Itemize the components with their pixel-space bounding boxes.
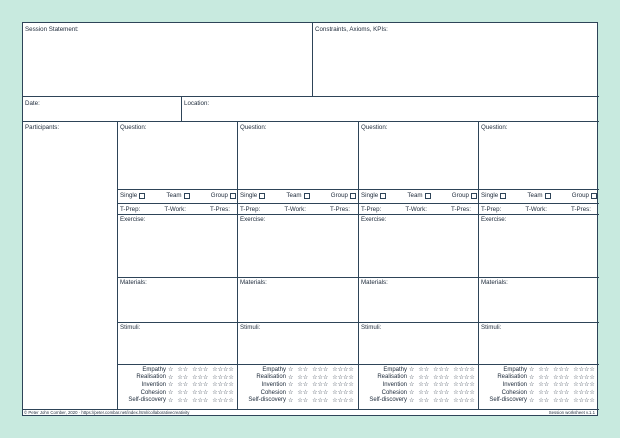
exercise-label: Exercise: <box>361 216 387 223</box>
star-rating-options <box>529 366 595 373</box>
star-icon-option[interactable]: ☆☆☆ <box>433 373 450 381</box>
t-prep-label: T-Prep: <box>481 206 502 213</box>
star-icon-option[interactable]: ☆ <box>168 373 174 381</box>
star-rating-options <box>529 374 595 381</box>
rating-row <box>479 374 599 382</box>
exercise-label: Exercise: <box>240 216 266 223</box>
rating-criterion-label: Invention <box>141 381 166 388</box>
star-icon-option[interactable]: ☆☆ <box>538 366 550 374</box>
star-icon-option[interactable]: ☆ <box>168 381 174 389</box>
star-icon-option[interactable]: ☆☆ <box>418 373 430 381</box>
group-label: Group <box>451 192 469 199</box>
star-icon-option[interactable]: ☆☆☆ <box>192 381 209 389</box>
star-icon-option[interactable]: ☆☆☆ <box>192 396 209 404</box>
star-icon-option[interactable]: ☆☆☆ <box>553 366 570 374</box>
star-icon-option[interactable]: ☆ <box>409 396 415 404</box>
star-icon-option[interactable]: ☆☆☆☆ <box>212 381 234 389</box>
single-label: Single <box>361 192 379 199</box>
materials-label: Materials: <box>120 279 147 286</box>
group-checkbox[interactable] <box>471 193 477 199</box>
team-checkbox[interactable] <box>425 193 431 199</box>
divider <box>23 96 599 97</box>
star-rating-options <box>168 366 234 373</box>
question-label: Question: <box>120 124 147 131</box>
timing-row <box>240 206 350 213</box>
participants-label: Participants: <box>25 124 60 131</box>
rating-criterion-label: Realisation <box>256 374 286 381</box>
rating-criterion-label: Cohesion <box>381 389 407 396</box>
rating-row <box>238 389 358 397</box>
star-icon-option[interactable]: ☆☆☆☆ <box>212 366 234 374</box>
rating-criterion-label: Realisation <box>497 374 527 381</box>
star-icon-option[interactable]: ☆☆☆☆ <box>453 366 475 374</box>
star-icon-option[interactable]: ☆ <box>288 373 294 381</box>
ratings-block <box>359 366 479 404</box>
activity-column-4 <box>479 121 599 409</box>
star-icon-option[interactable]: ☆☆ <box>297 389 309 397</box>
star-icon-option[interactable]: ☆ <box>409 389 415 397</box>
t-work-label: T-Work: <box>284 206 306 213</box>
t-prep-label: T-Prep: <box>120 206 141 213</box>
divider <box>181 96 182 121</box>
rating-criterion-label: Invention <box>261 381 286 388</box>
t-work-label: T-Work: <box>405 206 427 213</box>
t-pres-label: T-Pres: <box>330 206 350 213</box>
stimuli-label: Stimuli: <box>361 324 382 331</box>
rating-row <box>118 374 238 382</box>
star-icon-option[interactable]: ☆☆ <box>177 373 189 381</box>
star-icon-option[interactable]: ☆☆☆☆ <box>453 396 475 404</box>
question-label: Question: <box>361 124 388 131</box>
rating-row <box>479 381 599 389</box>
star-rating-options <box>409 374 475 381</box>
exercise-label: Exercise: <box>120 216 146 223</box>
star-rating-options <box>288 397 354 404</box>
star-icon-option[interactable]: ☆☆☆☆ <box>332 373 354 381</box>
star-icon-option[interactable]: ☆☆☆ <box>312 366 329 374</box>
materials-label: Materials: <box>240 279 267 286</box>
star-rating-options <box>529 389 595 396</box>
team-label: Team <box>527 192 543 199</box>
team-checkbox[interactable] <box>304 193 310 199</box>
stimuli-label: Stimuli: <box>481 324 502 331</box>
rating-criterion-label: Empathy <box>383 366 407 373</box>
rating-row <box>359 366 479 374</box>
star-icon-option[interactable]: ☆☆ <box>297 373 309 381</box>
star-icon-option[interactable]: ☆ <box>168 389 174 397</box>
group-checkbox[interactable] <box>350 193 356 199</box>
star-icon-option[interactable]: ☆☆ <box>538 389 550 397</box>
team-label: Team <box>286 192 302 199</box>
star-rating-options <box>409 389 475 396</box>
rating-criterion-label: Invention <box>382 381 407 388</box>
star-icon-option[interactable]: ☆☆☆ <box>192 389 209 397</box>
star-icon-option[interactable]: ☆ <box>529 373 535 381</box>
star-icon-option[interactable]: ☆ <box>529 389 535 397</box>
star-icon-option[interactable]: ☆☆☆☆ <box>573 373 595 381</box>
group-checkbox[interactable] <box>230 193 236 199</box>
t-work-label: T-Work: <box>164 206 186 213</box>
rating-criterion-label: Self-discovery <box>489 397 527 404</box>
star-icon-option[interactable]: ☆☆☆☆ <box>453 381 475 389</box>
star-icon-option[interactable]: ☆☆☆ <box>192 366 209 374</box>
star-rating-options <box>168 397 234 404</box>
activity-column-2 <box>238 121 358 409</box>
star-icon-option[interactable]: ☆☆☆☆ <box>332 366 354 374</box>
rating-row <box>118 396 238 404</box>
star-icon-option[interactable]: ☆☆☆☆ <box>212 373 234 381</box>
star-icon-option[interactable]: ☆☆ <box>297 381 309 389</box>
star-icon-option[interactable]: ☆☆☆☆ <box>573 366 595 374</box>
star-icon-option[interactable]: ☆☆ <box>538 373 550 381</box>
team-checkbox[interactable] <box>545 193 551 199</box>
star-icon-option[interactable]: ☆ <box>288 396 294 404</box>
t-work-label: T-Work: <box>525 206 547 213</box>
rating-criterion-label: Invention <box>502 381 527 388</box>
star-rating-options <box>529 397 595 404</box>
star-icon-option[interactable]: ☆☆☆ <box>553 381 570 389</box>
star-icon-option[interactable]: ☆ <box>168 366 174 374</box>
star-icon-option[interactable]: ☆☆☆☆ <box>212 389 234 397</box>
star-icon-option[interactable]: ☆ <box>168 396 174 404</box>
star-rating-options <box>288 381 354 388</box>
group-label: Group <box>210 192 228 199</box>
star-rating-options <box>288 389 354 396</box>
star-icon-option[interactable]: ☆☆ <box>538 381 550 389</box>
star-icon-option[interactable]: ☆☆☆☆ <box>453 389 475 397</box>
star-icon-option[interactable]: ☆ <box>409 366 415 374</box>
mode-selector <box>240 192 356 199</box>
rating-criterion-label: Cohesion <box>260 389 286 396</box>
activity-column-1 <box>118 121 238 409</box>
star-icon-option[interactable]: ☆ <box>529 381 535 389</box>
star-icon-option[interactable]: ☆ <box>288 389 294 397</box>
t-prep-label: T-Prep: <box>361 206 382 213</box>
star-icon-option[interactable]: ☆☆☆ <box>553 373 570 381</box>
question-label: Question: <box>240 124 267 131</box>
star-icon-option[interactable]: ☆ <box>409 373 415 381</box>
star-icon-option[interactable]: ☆☆☆☆ <box>212 396 234 404</box>
ratings-block <box>238 366 358 404</box>
star-icon-option[interactable]: ☆☆☆☆ <box>332 396 354 404</box>
star-rating-options <box>409 397 475 404</box>
star-icon-option[interactable]: ☆☆☆ <box>312 389 329 397</box>
rating-row <box>359 396 479 404</box>
rating-row <box>238 374 358 382</box>
star-rating-options <box>529 381 595 388</box>
materials-label: Materials: <box>361 279 388 286</box>
session-worksheet <box>22 22 598 416</box>
date-label: Date: <box>25 100 40 107</box>
mode-selector <box>481 192 597 199</box>
rating-row <box>118 389 238 397</box>
rating-criterion-label: Cohesion <box>501 389 527 396</box>
rating-row <box>479 389 599 397</box>
star-icon-option[interactable]: ☆ <box>409 381 415 389</box>
star-icon-option[interactable]: ☆☆ <box>177 366 189 374</box>
timing-row <box>361 206 471 213</box>
single-checkbox[interactable] <box>259 193 265 199</box>
single-checkbox[interactable] <box>139 193 145 199</box>
group-label: Group <box>571 192 589 199</box>
rating-criterion-label: Empathy <box>262 366 286 373</box>
question-label: Question: <box>481 124 508 131</box>
star-rating-options <box>168 374 234 381</box>
star-icon-option[interactable]: ☆☆ <box>177 396 189 404</box>
star-icon-option[interactable]: ☆☆☆ <box>553 389 570 397</box>
mode-selector <box>361 192 477 199</box>
star-icon-option[interactable]: ☆☆ <box>418 396 430 404</box>
star-icon-option[interactable]: ☆☆ <box>177 381 189 389</box>
version-footer: Session worksheet v.1.1 <box>548 410 595 415</box>
star-icon-option[interactable]: ☆☆☆☆ <box>573 381 595 389</box>
stimuli-label: Stimuli: <box>240 324 261 331</box>
t-prep-label: T-Prep: <box>240 206 261 213</box>
star-rating-options <box>168 389 234 396</box>
rating-criterion-label: Cohesion <box>140 389 166 396</box>
star-icon-option[interactable]: ☆ <box>288 381 294 389</box>
star-icon-option[interactable]: ☆☆ <box>418 389 430 397</box>
copyright-footer: © Peter John Cornber, 2020 · https://peter.combar.net/index.html/collaborativecreativity <box>24 410 190 415</box>
mode-selector <box>120 192 236 199</box>
rating-criterion-label: Realisation <box>377 374 407 381</box>
star-icon-option[interactable]: ☆☆☆ <box>192 373 209 381</box>
ratings-block <box>479 366 599 404</box>
team-checkbox[interactable] <box>184 193 190 199</box>
rating-criterion-label: Realisation <box>136 374 166 381</box>
rating-row <box>479 396 599 404</box>
star-icon-option[interactable]: ☆ <box>529 366 535 374</box>
star-icon-option[interactable]: ☆☆ <box>418 366 430 374</box>
star-icon-option[interactable]: ☆ <box>288 366 294 374</box>
star-icon-option[interactable]: ☆☆ <box>297 366 309 374</box>
location-label: Location: <box>184 100 210 107</box>
rating-row <box>118 381 238 389</box>
rating-row <box>359 374 479 382</box>
rating-criterion-label: Empathy <box>503 366 527 373</box>
stimuli-label: Stimuli: <box>120 324 141 331</box>
star-icon-option[interactable]: ☆☆ <box>538 396 550 404</box>
star-rating-options <box>168 381 234 388</box>
t-pres-label: T-Pres: <box>571 206 591 213</box>
team-label: Team <box>407 192 423 199</box>
single-label: Single <box>481 192 499 199</box>
rating-criterion-label: Self-discovery <box>369 397 407 404</box>
materials-label: Materials: <box>481 279 508 286</box>
star-icon-option[interactable]: ☆☆☆ <box>433 389 450 397</box>
star-icon-option[interactable]: ☆☆☆ <box>433 366 450 374</box>
group-label: Group <box>330 192 348 199</box>
single-label: Single <box>240 192 258 199</box>
timing-row <box>120 206 230 213</box>
rating-criterion-label: Self-discovery <box>248 397 286 404</box>
star-icon-option[interactable]: ☆☆☆ <box>312 396 329 404</box>
team-label: Team <box>166 192 182 199</box>
star-rating-options <box>409 381 475 388</box>
star-icon-option[interactable]: ☆☆ <box>297 396 309 404</box>
rating-row <box>238 396 358 404</box>
session-statement-label: Session Statement: <box>25 26 79 33</box>
star-icon-option[interactable]: ☆☆☆☆ <box>573 396 595 404</box>
rating-row <box>238 366 358 374</box>
rating-row <box>238 381 358 389</box>
timing-row <box>481 206 591 213</box>
star-icon-option[interactable]: ☆☆☆☆ <box>332 381 354 389</box>
star-icon-option[interactable]: ☆☆ <box>418 381 430 389</box>
divider <box>312 23 313 96</box>
star-icon-option[interactable]: ☆☆☆ <box>553 396 570 404</box>
ratings-block <box>118 366 238 404</box>
star-icon-option[interactable]: ☆☆☆☆ <box>453 373 475 381</box>
t-pres-label: T-Pres: <box>451 206 471 213</box>
rating-row <box>118 366 238 374</box>
rating-criterion-label: Empathy <box>142 366 166 373</box>
single-checkbox[interactable] <box>500 193 506 199</box>
single-checkbox[interactable] <box>380 193 386 199</box>
star-icon-option[interactable]: ☆☆☆☆ <box>573 389 595 397</box>
activity-column-3 <box>359 121 479 409</box>
star-icon-option[interactable]: ☆☆ <box>177 389 189 397</box>
star-icon-option[interactable]: ☆☆☆ <box>312 373 329 381</box>
star-icon-option[interactable]: ☆☆☆☆ <box>332 389 354 397</box>
rating-row <box>479 366 599 374</box>
star-icon-option[interactable]: ☆☆☆ <box>433 396 450 404</box>
group-checkbox[interactable] <box>591 193 597 199</box>
single-label: Single <box>120 192 138 199</box>
rating-criterion-label: Self-discovery <box>128 397 166 404</box>
t-pres-label: T-Pres: <box>210 206 230 213</box>
star-rating-options <box>288 366 354 373</box>
rating-row <box>359 381 479 389</box>
exercise-label: Exercise: <box>481 216 507 223</box>
rating-row <box>359 389 479 397</box>
star-icon-option[interactable]: ☆ <box>529 396 535 404</box>
star-rating-options <box>409 366 475 373</box>
star-rating-options <box>288 374 354 381</box>
constraints-label: Constraints, Axioms, KPIs: <box>315 26 388 33</box>
star-icon-option[interactable]: ☆☆☆ <box>312 381 329 389</box>
star-icon-option[interactable]: ☆☆☆ <box>433 381 450 389</box>
